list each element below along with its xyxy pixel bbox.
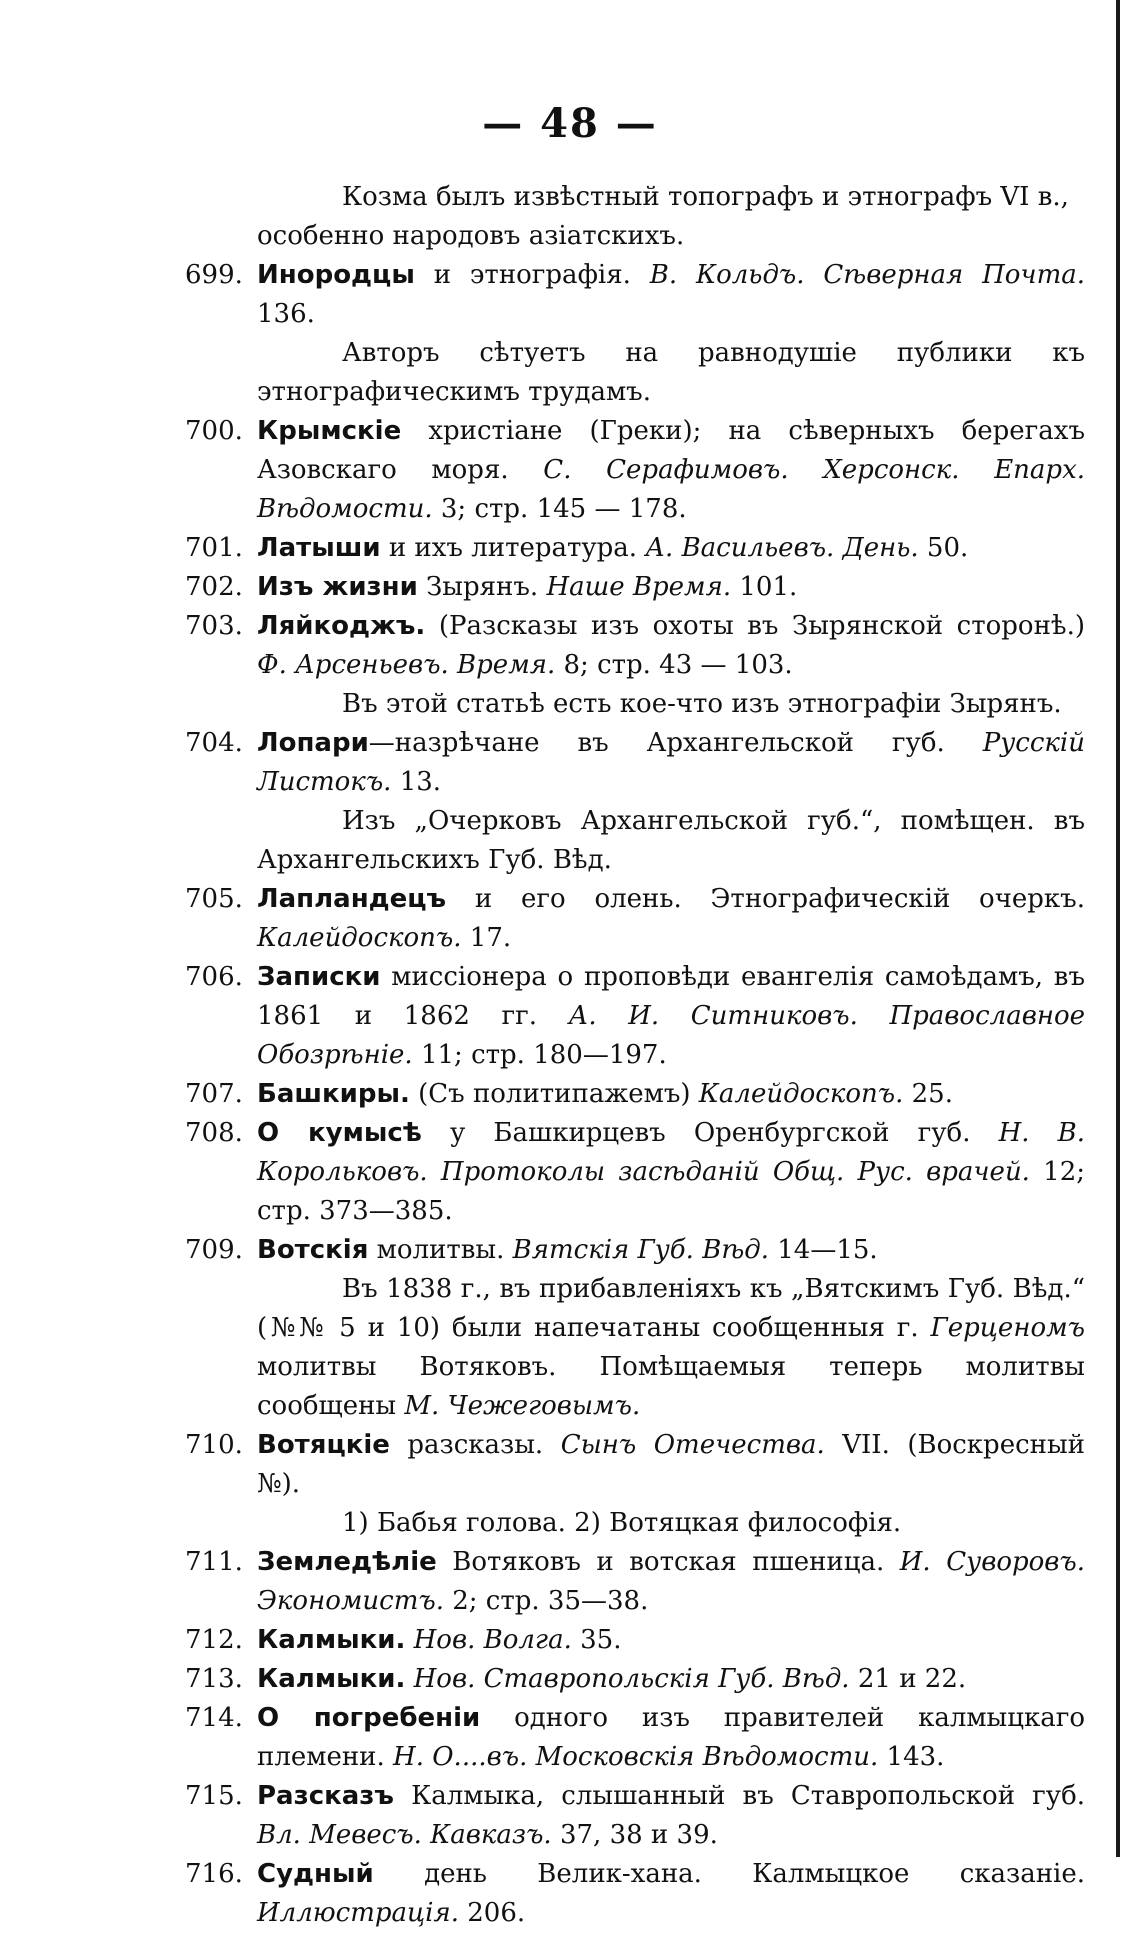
entry-author: А. И. Ситниковъ. — [537, 1001, 858, 1031]
entry-title: Крымскіе — [257, 416, 402, 446]
entry-issue: 35. — [571, 1625, 622, 1655]
bibliography-entry — [185, 1777, 1085, 1855]
intro-line: особенно народовъ азіатскихъ. — [257, 221, 685, 251]
entry-source: Экономистъ. — [257, 1586, 444, 1616]
entry-number: 712. — [185, 1625, 243, 1655]
bibliography-entry — [185, 1543, 1085, 1621]
entry-issue: 25. — [903, 1079, 953, 1109]
entry-number: 707. — [185, 1079, 243, 1109]
entry-line — [185, 1660, 1085, 1699]
entry-title: Калмыки. — [257, 1625, 406, 1655]
entry-description: (Разсказы изъ охоты въ Зырянской сторонѣ.) — [425, 611, 1085, 641]
bibliography-entry — [185, 1699, 1085, 1777]
page-edge-rule — [1116, 0, 1120, 1857]
entry-source: Херсонск. Епарх. Вѣдомости. — [257, 455, 1086, 524]
bibliography-entry — [185, 958, 1085, 1075]
bibliography-content — [185, 178, 1085, 1933]
bibliography-entry — [185, 1660, 1085, 1699]
entry-line — [185, 1777, 1085, 1855]
entry-author: С. Серафимовъ. — [508, 455, 789, 485]
bibliography-entry — [185, 1075, 1085, 1114]
entry-line — [185, 568, 1085, 607]
intro-paragraph — [185, 178, 1085, 256]
entry-description: день Велик-хана. Калмыцкое сказаніе. — [373, 1859, 1085, 1889]
entry-description: Калмыка, слышанный въ Ставропольской губ. — [393, 1781, 1085, 1811]
entry-issue: 12; стр. 373—385. — [257, 1157, 1085, 1226]
entry-note-part: Герценомъ — [930, 1313, 1085, 1343]
entry-number: 700. — [185, 416, 243, 446]
entry-author: А. Васильевъ. — [637, 533, 835, 563]
entry-description: христіане (Греки); на сѣверныхъ берегахъ Азовскаго моря. — [257, 416, 1085, 485]
entry-number: 701. — [185, 533, 243, 563]
entry-description: и ихъ литература. — [380, 533, 638, 563]
entry-number: 703. — [185, 611, 243, 641]
entry-number: 704. — [185, 728, 243, 758]
entry-line — [185, 529, 1085, 568]
entry-description: разсказы. — [389, 1430, 544, 1460]
entry-title: О кумысѣ — [257, 1118, 422, 1148]
entry-source: Русскій Листокъ. — [257, 728, 1085, 797]
entry-issue: 21 и 22. — [849, 1664, 967, 1694]
entry-description: Вотяковъ и вотская пшеница. — [436, 1547, 885, 1577]
entry-source: День. — [834, 533, 919, 563]
entry-issue: 143. — [878, 1742, 945, 1772]
entry-issue: 50. — [918, 533, 969, 563]
entry-title: Разсказъ — [257, 1781, 394, 1811]
entry-issue: 8; стр. 43 — 103. — [555, 650, 793, 680]
entry-line — [185, 880, 1085, 958]
entry-issue: 206. — [458, 1898, 526, 1928]
entry-source: Сынъ Отечества. — [543, 1430, 825, 1460]
bibliography-entry — [185, 1231, 1085, 1426]
entry-number: 716. — [185, 1859, 243, 1889]
entry-title: Судный — [257, 1859, 374, 1889]
entry-note — [185, 1270, 1085, 1426]
entry-note: Изъ „Очерковъ Архангельской губ.“, помѣщен. въ Архангельскихъ Губ. Вѣд. — [257, 806, 1085, 875]
entry-issue: 136. — [257, 299, 315, 329]
entry-number: 705. — [185, 884, 243, 914]
bibliography-entry — [185, 1114, 1085, 1231]
entry-note: Въ этой статьѣ есть кое-что изъ этнографіи Зырянъ. — [342, 689, 1062, 719]
entry-title: Ляйкоджъ. — [257, 611, 426, 641]
page-number: — 48 — — [482, 100, 658, 147]
entry-note: 1) Бабья голова. 2) Вотяцкая философія. — [342, 1508, 902, 1538]
bibliography-entry — [185, 1855, 1085, 1933]
entry-issue: 13. — [391, 767, 442, 797]
entry-description: у Башкирцевъ Оренбургской губ. — [421, 1118, 971, 1148]
entry-title: Калмыки. — [257, 1664, 406, 1694]
entry-line — [185, 1621, 1085, 1660]
entry-description: миссіонера о проповѣди евангелія самоѣдамъ, въ 1861 и 1862 гг. — [257, 962, 1085, 1031]
entry-number: 711. — [185, 1547, 243, 1577]
entry-title: Вотяцкіе — [257, 1430, 390, 1460]
entry-number: 709. — [185, 1235, 243, 1265]
entry-issue: VII. (Воскресный №). — [257, 1430, 1085, 1499]
entry-description: —назрѣчане въ Архангельской губ. — [368, 728, 945, 758]
entry-source: Наше Время. — [538, 572, 732, 602]
bibliography-entry — [185, 529, 1085, 568]
entry-line — [185, 958, 1085, 1075]
entry-note-part: молитвы Вотяковъ. Помѣщаемыя теперь молитвы сообщены — [257, 1352, 1085, 1421]
entry-title: Земледѣліе — [257, 1547, 437, 1577]
entry-source: Нов. Ставропольскія Губ. Вѣд. — [405, 1664, 850, 1694]
bibliography-entry — [185, 1621, 1085, 1660]
intro-line: Козма былъ извѣстный топографъ и этнографъ VI в., — [342, 182, 1069, 212]
bibliography-entry — [185, 880, 1085, 958]
entry-title: Изъ жизни — [257, 572, 418, 602]
entry-description: и этнографія. — [414, 260, 631, 290]
entry-description: Зырянъ. — [417, 572, 539, 602]
entry-author: Н. В. Корольковъ. — [257, 1118, 1085, 1187]
entry-line — [185, 1075, 1085, 1114]
entry-issue: 101. — [731, 572, 798, 602]
bibliography-entry — [185, 256, 1085, 412]
entry-line — [185, 256, 1085, 334]
entry-number: 714. — [185, 1703, 243, 1733]
entry-author: В. Кольдъ. — [630, 260, 805, 290]
entry-description: и его олень. Этнографическій очеркъ. — [446, 884, 1085, 914]
entry-note: Авторъ сѣтуетъ на равнодушіе публики къ этнографическимъ трудамъ. — [257, 338, 1085, 407]
entry-issue: 11; стр. 180—197. — [412, 1040, 667, 1070]
entry-number: 706. — [185, 962, 243, 992]
entry-number: 708. — [185, 1118, 243, 1148]
entry-issue: 14—15. — [769, 1235, 878, 1265]
entry-source: Нов. Волга. — [405, 1625, 572, 1655]
bibliography-entry — [185, 724, 1085, 880]
entry-number: 699. — [185, 260, 243, 290]
entry-line — [185, 412, 1085, 529]
entry-line — [185, 607, 1085, 685]
entry-line — [185, 1426, 1085, 1504]
entry-line — [185, 1855, 1085, 1933]
entry-title: Инородцы — [257, 260, 415, 290]
entry-line — [185, 1231, 1085, 1270]
entry-title: Латыши — [257, 533, 381, 563]
entry-source: Московскія Вѣдомости. — [527, 1742, 879, 1772]
entry-list — [185, 256, 1085, 1933]
entry-author: Ф. Арсеньевъ. — [257, 650, 449, 680]
entry-title: Башкиры. — [257, 1079, 410, 1109]
entry-issue: 3; стр. 145 — 178. — [432, 494, 687, 524]
entry-number: 715. — [185, 1781, 243, 1811]
entry-source: Иллюстрація. — [257, 1898, 459, 1928]
bibliography-entry — [185, 1426, 1085, 1543]
bibliography-entry — [185, 607, 1085, 724]
entry-source: Православное Обозрѣніе. — [257, 1001, 1085, 1070]
entry-source: Калейдоскопъ. — [257, 923, 462, 953]
entry-title: Записки — [257, 962, 381, 992]
entry-source: Сѣверная Почта. — [804, 260, 1085, 290]
entry-title: Вотскія — [257, 1235, 369, 1265]
entry-title: Лапландецъ — [257, 884, 447, 914]
entry-issue: 17. — [461, 923, 512, 953]
entry-source: Вятскія Губ. Вѣд. — [504, 1235, 769, 1265]
entry-note-part: М. Чежеговымъ. — [404, 1391, 641, 1421]
entry-author: И. Суворовъ. — [884, 1547, 1085, 1577]
entry-number: 713. — [185, 1664, 243, 1694]
bibliography-entry — [185, 568, 1085, 607]
entry-line — [185, 1543, 1085, 1621]
entry-description: молитвы. — [368, 1235, 505, 1265]
entry-line — [185, 724, 1085, 802]
entry-title: О погребеніи — [257, 1703, 481, 1733]
entry-number: 702. — [185, 572, 243, 602]
entry-issue: 2; стр. 35—38. — [443, 1586, 649, 1616]
entry-line — [185, 1114, 1085, 1231]
entry-line — [185, 1699, 1085, 1777]
entry-source: Время. — [448, 650, 556, 680]
entry-description: одного изъ правителей калмыцкаго племени. — [257, 1703, 1085, 1772]
entry-author: Н. О....въ. — [384, 1742, 528, 1772]
bibliography-entry — [185, 412, 1085, 529]
entry-title: Лопари — [257, 728, 369, 758]
entry-issue: 37, 38 и 39. — [551, 1820, 718, 1850]
entry-number: 710. — [185, 1430, 243, 1460]
entry-source: Кавказъ. — [421, 1820, 552, 1850]
entry-source: Калейдоскопъ. — [690, 1079, 904, 1109]
entry-note-part: Въ 1838 г., въ прибавленіяхъ къ „Вятскимъ Губ. Вѣд.“ (№№ 5 и 10) были напечатаны сообщенныя г. — [257, 1274, 1085, 1343]
entry-source: Протоколы засѣданій Общ. Рус. врачей. — [427, 1157, 1030, 1187]
entry-author: Вл. Мевесъ. — [257, 1820, 422, 1850]
entry-description: (Съ политипажемъ) — [409, 1079, 691, 1109]
